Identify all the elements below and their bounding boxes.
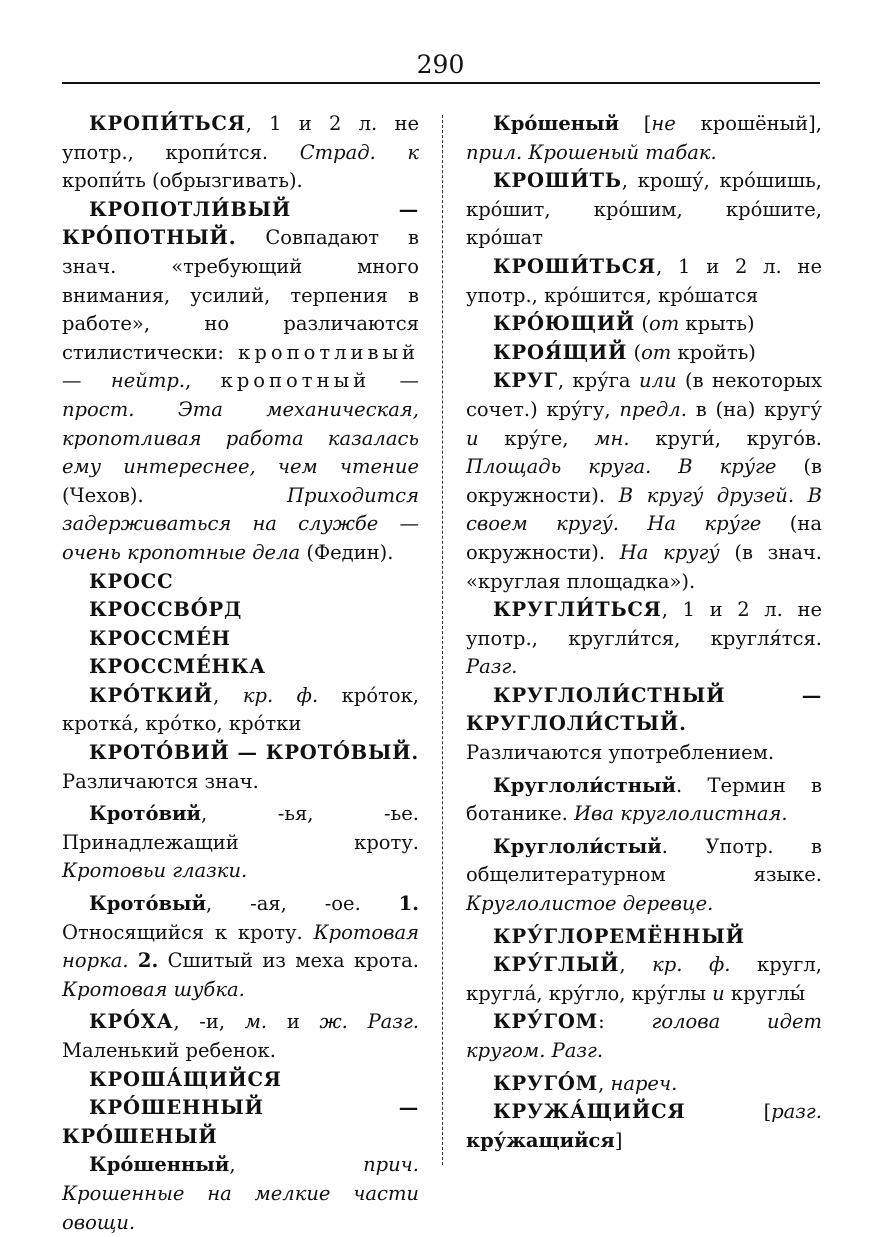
entry-text: , (598, 1071, 611, 1095)
entry-text: кругл, кругла́, кру́гло, кру́глы (466, 953, 822, 1005)
italic-note: разг. (771, 1100, 822, 1124)
page-number: 290 (416, 50, 465, 79)
entry-text: — (370, 369, 419, 393)
italic-note: не (651, 112, 676, 135)
dictionary-entry (466, 167, 822, 253)
dictionary-entry (62, 739, 419, 796)
italic-note: На кругу́ (619, 540, 720, 564)
entry-text: , -и, (173, 1010, 245, 1034)
italic-note: Ива круглолистная. (574, 802, 788, 826)
entry-text: — (62, 369, 111, 393)
entry-text: в (на) кругу́ (686, 397, 822, 421)
right-column (466, 110, 822, 1155)
bold-term: 2. (137, 949, 159, 973)
dictionary-entry (62, 1008, 419, 1065)
entry-text: , -ая, -ое. (206, 892, 399, 916)
dictionary-entry (466, 253, 822, 310)
entry-text: крыть) (679, 312, 755, 336)
dictionary-entry (466, 367, 822, 596)
italic-note: Разг. (466, 655, 518, 679)
entry-text: (в некоторых сочет.) кру́гу, (466, 369, 822, 421)
italic-note: м. (244, 1010, 268, 1034)
dictionary-entry (62, 1094, 419, 1151)
entry-text: , -ья, -ье. Принадлежащий кроту. (62, 802, 419, 854)
headword: КРОША́ЩИЙСЯ (89, 1067, 282, 1091)
headword: КРУГЛОЛИ́СТНЫЙ — КРУГЛОЛИ́СТЫЙ. (466, 683, 822, 736)
entry-text: , (619, 953, 653, 977)
dictionary-entry (466, 951, 822, 1008)
dictionary-entry (466, 339, 822, 368)
bold-term: Кро́шеный (493, 112, 620, 135)
dictionary-entry (466, 772, 822, 829)
entry-text: , 1 и 2 л. не употр., кро́шится, кро́шатся (466, 254, 822, 307)
headword: КРОЯ́ЩИЙ (493, 340, 628, 364)
entry-text: кройть) (671, 340, 756, 364)
italic-note: и (466, 426, 479, 450)
bold-term: 1. (398, 892, 419, 916)
spaced-word: кропотливый (238, 340, 419, 364)
headword: КРО́ТКИЙ (89, 683, 214, 707)
headword: КРУЖА́ЩИЙСЯ (493, 1100, 686, 1124)
entry-text: ( (627, 340, 642, 364)
italic-note: В кругу́ друзей. В своем кругу́. На кру́ге (466, 483, 822, 536)
entry-text: Различаются знач. (62, 769, 259, 793)
italic-note: голова идет кругом. Разг. (466, 1010, 822, 1062)
dictionary-entry (62, 653, 419, 682)
headword: КРОССМЕ́НКА (89, 655, 266, 679)
entry-text: и (267, 1010, 320, 1034)
headword: КРО́ШЕННЫЙ — КРО́ШЕНЫЙ (62, 1096, 419, 1148)
italic-note: Приходится задерживаться на службе — очень кропотные дела (62, 483, 419, 564)
dictionary-entry (62, 110, 419, 196)
entry-text: (Чехов). (62, 483, 287, 507)
italic-note: кр. ф. (652, 953, 731, 977)
entry-text: , 1 и 2 л. не употр., кропи́тся. (62, 112, 419, 164)
dictionary-entry (466, 682, 822, 768)
italic-note: Кротовая шубка. (62, 977, 245, 1001)
dictionary-entry (466, 310, 822, 339)
headword: КРОШИ́ТЬ (493, 169, 622, 193)
italic-note: Кротовая норка. (62, 920, 419, 973)
bold-term: Крото́вый (89, 892, 207, 916)
entry-text: . Употр. в общелитературном языке. (466, 834, 822, 887)
headword: КРУГЛИ́ТЬСЯ (493, 598, 662, 622)
dictionary-entry (62, 1151, 419, 1237)
italic-note: прост. Эта механическая, кропотливая работа казалась ему интереснее, чем чтение (62, 397, 419, 479)
entry-text: Сшитый из меха крота. (158, 949, 419, 973)
entry-text: кро́ток, кротка́, кро́тко, кро́тки (62, 683, 419, 736)
headword: КРУГО́М (493, 1071, 599, 1095)
entry-text: круги́, круго́в. (629, 426, 823, 450)
italic-note: ж. Разг. (319, 1010, 419, 1034)
italic-note: и (712, 981, 725, 1005)
dictionary-entry (466, 833, 822, 919)
headword: КРО́ХА (89, 1010, 174, 1034)
italic-note: от (648, 312, 680, 336)
italic-note: предл. (619, 397, 687, 421)
headword: КРОШИ́ТЬСЯ (493, 254, 657, 278)
bold-term: кру́жащийся (466, 1128, 615, 1152)
dictionary-entry (466, 1008, 822, 1065)
entry-text: (Федин). (300, 540, 394, 564)
spaced-word: кропотный (220, 369, 371, 393)
headword: КРУ́ГОМ (493, 1010, 599, 1034)
entry-text: . Термин в ботанике. (466, 773, 822, 826)
italic-note: Круглолистое деревце. (466, 892, 714, 916)
entry-text: кру́ге, (478, 426, 595, 450)
entry-text: , 1 и 2 л. не употр., кругли́тся, кругля́тся. (466, 598, 822, 650)
column-divider (442, 115, 443, 1165)
entry-text: , (213, 683, 243, 707)
headword: КРОТО́ВИЙ — КРОТО́ВЫЙ. (89, 741, 419, 765)
dictionary-entry (466, 1098, 822, 1155)
entry-text: , (185, 369, 221, 393)
entry-text: кропи́ть (обрызгивать). (62, 169, 303, 193)
bold-term: Кро́шенный (89, 1153, 230, 1177)
entry-text: Маленький ребенок. (62, 1039, 276, 1062)
dictionary-entry (466, 596, 822, 682)
header-rule (62, 82, 820, 84)
dictionary-entry (466, 110, 822, 167)
dictionary-entry (62, 596, 419, 625)
headword: КРОПОТЛИ́ВЫЙ — КРО́ПОТНЫЙ. (62, 197, 419, 250)
entry-text: [ (619, 112, 652, 135)
entry-text: Совпадают в знач. «требующий много внимания, усилий, терпения в работе», но различаются стилистически: (62, 226, 419, 364)
italic-note: кр. ф. (242, 683, 319, 707)
italic-note: или (638, 369, 677, 393)
bold-term: Круглоли́стный (493, 773, 677, 797)
headword: КРОССМЕ́Н (89, 626, 231, 650)
italic-note: прил. Крошеный табак. (466, 140, 717, 164)
bold-term: Круглоли́стый (493, 834, 662, 858)
entry-text: (на окружности). (466, 512, 822, 564)
headword: КРУГ (493, 369, 558, 393)
italic-note: Кротовьи глазки. (62, 859, 248, 883)
dictionary-entry (62, 568, 419, 597)
headword: КРОССВО́РД (89, 598, 243, 622)
italic-note: прич. Крошенные на мелкие части овощи. (62, 1153, 419, 1234)
dictionary-entry (62, 625, 419, 654)
italic-note: от (641, 340, 672, 364)
entry-text: (в знач. «круглая площадка»). (466, 540, 822, 593)
entry-text: ( (635, 312, 649, 336)
entry-text: : (598, 1010, 652, 1034)
headword: КРОПИ́ТЬСЯ (89, 112, 246, 135)
headword: КРУ́ГЛОРЕМЁННЫЙ (493, 924, 745, 948)
dictionary-entry (62, 800, 419, 886)
entry-text: Различаются употреблением. (466, 741, 775, 765)
entry-text (129, 949, 138, 972)
entry-text: крошёный], (675, 112, 822, 135)
entry-text: , (229, 1153, 364, 1177)
dictionary-entry (466, 1070, 822, 1099)
italic-note: мн. (594, 426, 630, 450)
entry-text: [ (685, 1100, 772, 1124)
entry-text: , кру́га (557, 369, 639, 393)
left-column (62, 110, 419, 1237)
dictionary-entry (62, 682, 419, 739)
dictionary-entry (466, 923, 822, 952)
dictionary-entry (62, 196, 419, 568)
italic-note: нареч. (610, 1071, 678, 1095)
italic-note: Площадь круга. В кру́ге (466, 455, 777, 479)
entry-text: (в окружности). (466, 455, 822, 507)
entry-text: Относящийся к кроту. (62, 920, 314, 944)
entry-text: ] (614, 1128, 623, 1152)
entry-text: , крошу́, кро́шишь, кро́шит, кро́шим, кро́шите, кро́шат (466, 169, 822, 250)
bold-term: Крото́вий (89, 802, 201, 826)
entry-text: круглы́ (724, 981, 806, 1005)
headword: КРОСС (89, 569, 174, 593)
italic-note: нейтр. (110, 369, 186, 393)
headword: КРО́ЮЩИЙ (493, 312, 636, 336)
dictionary-entry (62, 1066, 419, 1095)
dictionary-entry (62, 890, 419, 1004)
italic-note: Страд. к (299, 140, 420, 164)
headword: КРУ́ГЛЫЙ (493, 953, 620, 977)
